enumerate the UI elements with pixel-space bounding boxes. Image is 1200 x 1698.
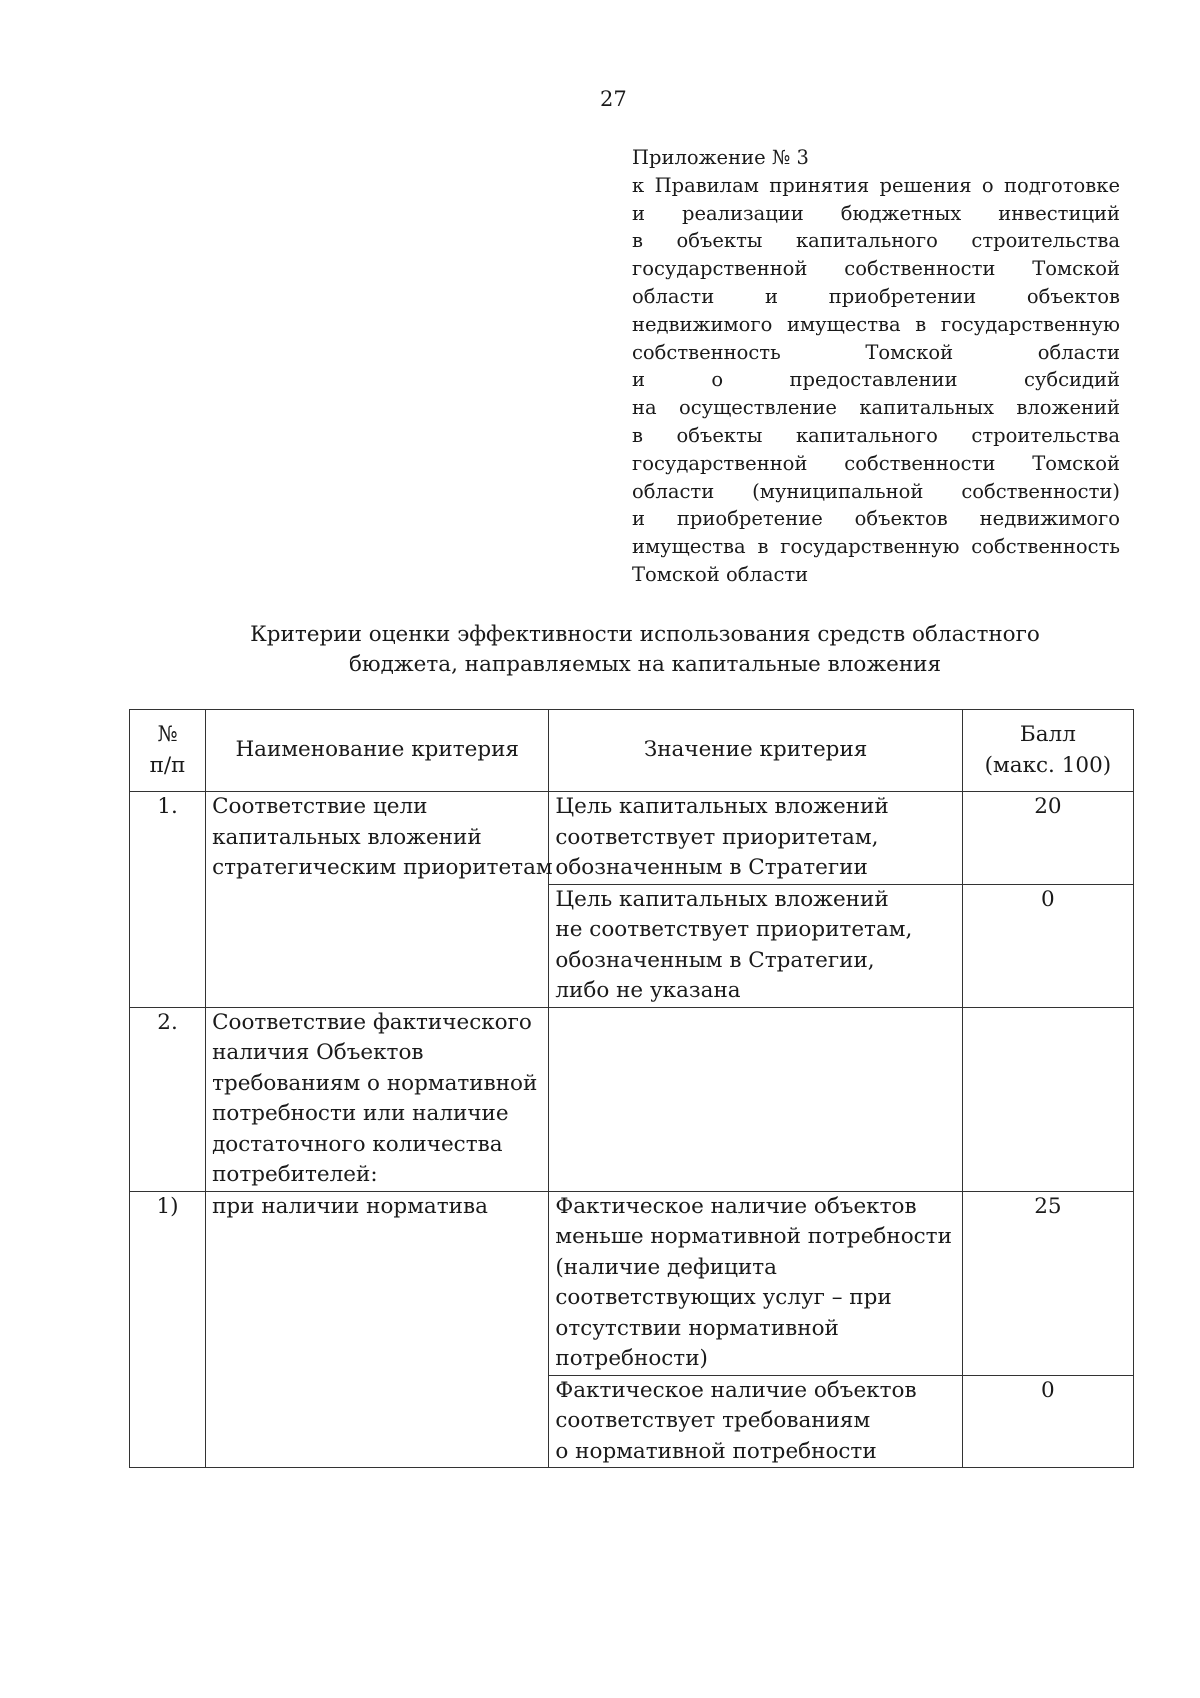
criterion-value <box>549 1191 962 1375</box>
appendix-line: в объекты капитального строительства <box>632 423 1120 447</box>
criterion-name-line: потребности или наличие <box>212 1101 509 1126</box>
header-criterion-name: Наименование критерия <box>206 710 549 792</box>
criterion-value <box>549 1007 962 1191</box>
criterion-name-line: стратегическим приоритетам <box>212 855 553 880</box>
appendix-line: государственной собственности Томской <box>632 257 1120 281</box>
header-criterion-value: Значение критерия <box>549 710 962 792</box>
table-row <box>130 1191 1134 1375</box>
criterion-value <box>549 884 962 1007</box>
criterion-value-line: соответствует требованиям <box>555 1408 871 1433</box>
criterion-name <box>206 1007 549 1191</box>
appendix-line: собственность Томской области <box>632 340 1120 364</box>
criterion-score <box>962 1007 1133 1191</box>
document-title-line: бюджета, направляемых на капитальные вложения <box>348 652 942 677</box>
criteria-table <box>129 709 1134 1468</box>
appendix-line: имущества в государственную собственность <box>632 535 1120 559</box>
row-number: 1) <box>130 1191 206 1468</box>
criterion-value <box>549 1375 962 1468</box>
criterion-value-line: обозначенным в Стратегии, <box>555 947 875 973</box>
appendix-line: на осуществление капитальных вложений <box>632 396 1120 420</box>
criterion-value-line: меньше нормативной потребности <box>555 1224 952 1249</box>
header-score <box>962 710 1133 792</box>
criterion-name-line: потребителей: <box>212 1162 378 1187</box>
criterion-value-line: отсутствии нормативной <box>555 1315 839 1341</box>
criterion-name: при наличии норматива <box>206 1191 549 1468</box>
criterion-value-line: (наличие дефицита <box>555 1254 778 1280</box>
criterion-score: 20 <box>962 792 1133 885</box>
criterion-value-line: Цель капитальных вложений <box>555 886 889 912</box>
header-number-symbol: № <box>157 722 178 747</box>
table-header-row <box>130 710 1134 792</box>
table-row <box>130 792 1134 885</box>
appendix-line: недвижимого имущества в государственную <box>632 312 1120 336</box>
appendix-line: области (муниципальной собственности) <box>632 479 1120 503</box>
criterion-name-line: требованиям о нормативной <box>212 1070 538 1096</box>
criterion-value <box>549 792 962 885</box>
criterion-value-line: Фактическое наличие объектов <box>555 1377 917 1403</box>
criterion-name-line: наличия Объектов <box>212 1040 424 1065</box>
criterion-name-line: Соответствие цели <box>212 794 428 819</box>
page-number: 27 <box>600 87 627 111</box>
table-row <box>130 1007 1134 1191</box>
appendix-line: государственной собственности Томской <box>632 451 1120 475</box>
criterion-value-line: обозначенным в Стратегии <box>555 855 868 880</box>
header-number-label: п/п <box>149 752 186 778</box>
criterion-value-line: либо не указана <box>555 978 741 1003</box>
appendix-line: области и приобретении объектов <box>632 284 1120 308</box>
header-score-max: (макс. 100) <box>984 752 1112 778</box>
criterion-value-line: о нормативной потребности <box>555 1438 877 1464</box>
criterion-name-line: капитальных вложений <box>212 824 482 850</box>
criterion-value-line: соответствует приоритетам, <box>555 824 879 850</box>
criterion-name-line: Соответствие фактического <box>212 1009 532 1035</box>
appendix-title: Приложение № 3 <box>632 146 809 169</box>
criterion-value-line: не соответствует приоритетам, <box>555 917 913 942</box>
criterion-name-line: достаточного количества <box>212 1131 503 1157</box>
criterion-score: 0 <box>962 1375 1133 1468</box>
appendix-line: в объекты капитального строительства <box>632 229 1120 253</box>
row-number: 1. <box>130 792 206 1008</box>
header-number <box>130 710 206 792</box>
criterion-value-line: Цель капитальных вложений <box>555 794 889 819</box>
criterion-score: 25 <box>962 1191 1133 1375</box>
appendix-line: и реализации бюджетных инвестиций <box>632 201 1120 225</box>
appendix-line: к Правилам принятия решения о подготовке <box>632 173 1120 197</box>
criterion-name <box>206 792 553 1008</box>
header-score-label: Балл <box>1019 722 1076 747</box>
document-title-line: Критерии оценки эффективности использования средств областного <box>250 622 1040 647</box>
criterion-value-line: Фактическое наличие объектов <box>555 1193 917 1219</box>
document-title <box>130 620 1160 680</box>
appendix-line: и приобретение объектов недвижимого <box>632 507 1120 531</box>
criterion-value-line: соответствующих услуг – при <box>555 1285 892 1310</box>
appendix-block <box>632 144 1120 589</box>
criterion-value-line: потребности) <box>555 1346 708 1371</box>
appendix-line: и о предоставлении субсидий <box>632 368 1120 392</box>
row-number: 2. <box>130 1007 206 1191</box>
criterion-score: 0 <box>962 884 1133 1007</box>
appendix-line: Томской области <box>632 562 809 586</box>
